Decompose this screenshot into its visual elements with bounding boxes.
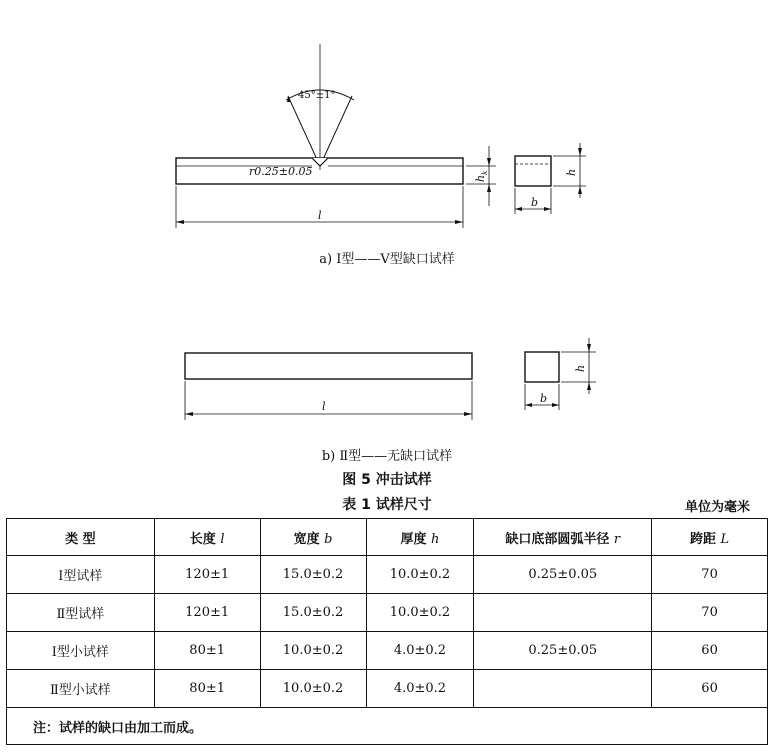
table-note-row <box>7 708 768 745</box>
header-span: 跨距 L <box>652 519 768 556</box>
cell-span: 70 <box>652 594 768 632</box>
cell-span: 60 <box>652 670 768 708</box>
figure-b-caption: b) Ⅱ型——无缺口试样 <box>321 449 453 464</box>
table-title: 表 1 试样尺寸 <box>342 497 432 513</box>
cell-span: 60 <box>652 632 768 670</box>
header-thickness: 厚度 h <box>366 519 474 556</box>
cell-notch-radius <box>474 594 652 632</box>
cell-notch-radius: 0.25±0.05 <box>474 632 652 670</box>
height-label-a: h <box>565 168 578 176</box>
length-label-b: l <box>322 400 326 413</box>
height-label-b: h <box>574 364 587 372</box>
radius-label: r0.25±0.05 <box>249 165 313 178</box>
cell-notch-radius <box>474 670 652 708</box>
cell-notch-radius: 0.25±0.05 <box>474 556 652 594</box>
cell-thickness: 4.0±0.2 <box>366 632 474 670</box>
cell-length: 120±1 <box>154 556 260 594</box>
cell-span: 70 <box>652 556 768 594</box>
cell-thickness: 10.0±0.2 <box>366 556 474 594</box>
length-label-a: l <box>318 209 322 222</box>
cell-type: Ⅱ型小试样 <box>7 670 155 708</box>
table-note: 注：试样的缺口由加工而成。 <box>7 708 768 745</box>
width-label-b: b <box>540 392 548 405</box>
cell-thickness: 4.0±0.2 <box>366 670 474 708</box>
table-row <box>7 594 768 632</box>
unit-note: 单位为毫米 <box>684 500 750 515</box>
header-notch-radius: 缺口底部圆弧半径 r <box>474 519 652 556</box>
cell-width: 15.0±0.2 <box>260 594 366 632</box>
figure-a-caption: a) Ⅰ型——V型缺口试样 <box>319 252 455 267</box>
cell-length: 120±1 <box>154 594 260 632</box>
cell-type: Ⅱ型试样 <box>7 594 155 632</box>
table-row <box>7 556 768 594</box>
table-header-row <box>7 519 768 556</box>
table-row <box>7 670 768 708</box>
specimen-size-table <box>6 518 768 745</box>
width-label-a: b <box>531 196 539 209</box>
header-length: 长度 l <box>154 519 260 556</box>
header-width: 宽度 b <box>260 519 366 556</box>
table-row <box>7 632 768 670</box>
angle-label: 45°±1° <box>298 90 336 101</box>
figure-a-drawing <box>0 0 774 240</box>
figure-title: 图 5 冲击试样 <box>342 472 432 488</box>
cell-type: Ⅰ型小试样 <box>7 632 155 670</box>
header-type: 类 型 <box>7 519 155 556</box>
cell-type: Ⅰ型试样 <box>7 556 155 594</box>
cell-length: 80±1 <box>154 670 260 708</box>
cell-width: 10.0±0.2 <box>260 632 366 670</box>
cell-length: 80±1 <box>154 632 260 670</box>
cell-thickness: 10.0±0.2 <box>366 594 474 632</box>
cell-width: 15.0±0.2 <box>260 556 366 594</box>
notch-depth-label: $h_k$ <box>474 170 489 182</box>
cell-width: 10.0±0.2 <box>260 670 366 708</box>
